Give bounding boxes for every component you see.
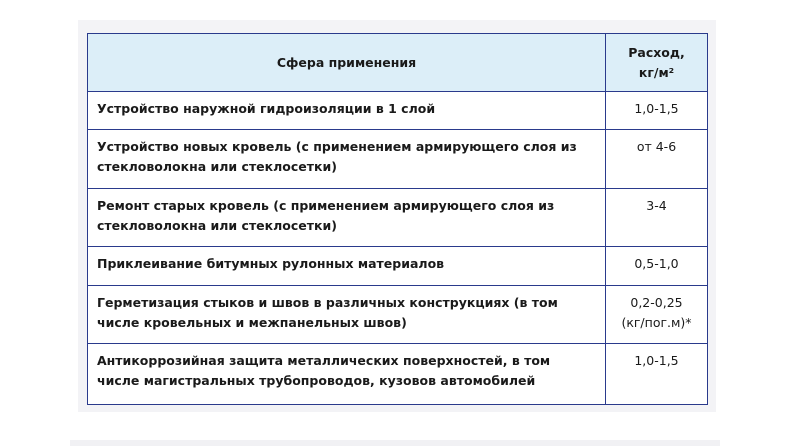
rate-cell (606, 188, 708, 247)
table-row (88, 92, 708, 130)
rate-cell (606, 92, 708, 130)
header-rate-unit: кг/м² (638, 64, 675, 80)
rate-cell (606, 130, 708, 189)
rate-unit-note: (кг/пог.м)* (621, 314, 692, 330)
rate-cell (606, 344, 708, 405)
header-scope: Сфера применения (88, 34, 606, 92)
rate-value: от 4-6 (636, 139, 677, 155)
consumption-table (87, 33, 708, 405)
header-rate-label: Расход, (628, 44, 685, 60)
rate-cell (606, 247, 708, 285)
table-row (88, 188, 708, 247)
rate-value: 1,0-1,5 (634, 101, 679, 116)
rate-value: 1,0-1,5 (634, 353, 679, 369)
scope-cell: Антикоррозийная защита металлических поверхностей, в том числе магистральных трубопроводов, кузовов автомобилей (88, 344, 606, 405)
table-row (88, 130, 708, 189)
table-row (88, 285, 708, 344)
scope-cell: Приклеивание битумных рулонных материалов (88, 247, 606, 285)
rate-value: 0,2-0,25 (630, 294, 683, 310)
table-header-row (88, 34, 708, 92)
scope-cell: Устройство новых кровель (с применением армирующего слоя из стекловолокна или стеклосетки) (88, 130, 606, 189)
rate-value: 0,5-1,0 (634, 256, 679, 272)
rate-cell (606, 285, 708, 344)
table-row (88, 344, 708, 405)
header-rate (606, 34, 708, 92)
scope-cell: Ремонт старых кровель (с применением армирующего слоя из стекловолокна или стеклосетки) (88, 188, 606, 247)
rate-value: 3-4 (646, 197, 667, 213)
scope-cell: Герметизация стыков и швов в различных конструкциях (в том числе кровельных и межпанельных швов) (88, 285, 606, 344)
scope-cell: Устройство наружной гидроизоляции в 1 слой (88, 92, 606, 130)
bottom-divider (70, 440, 720, 446)
table-row (88, 247, 708, 285)
